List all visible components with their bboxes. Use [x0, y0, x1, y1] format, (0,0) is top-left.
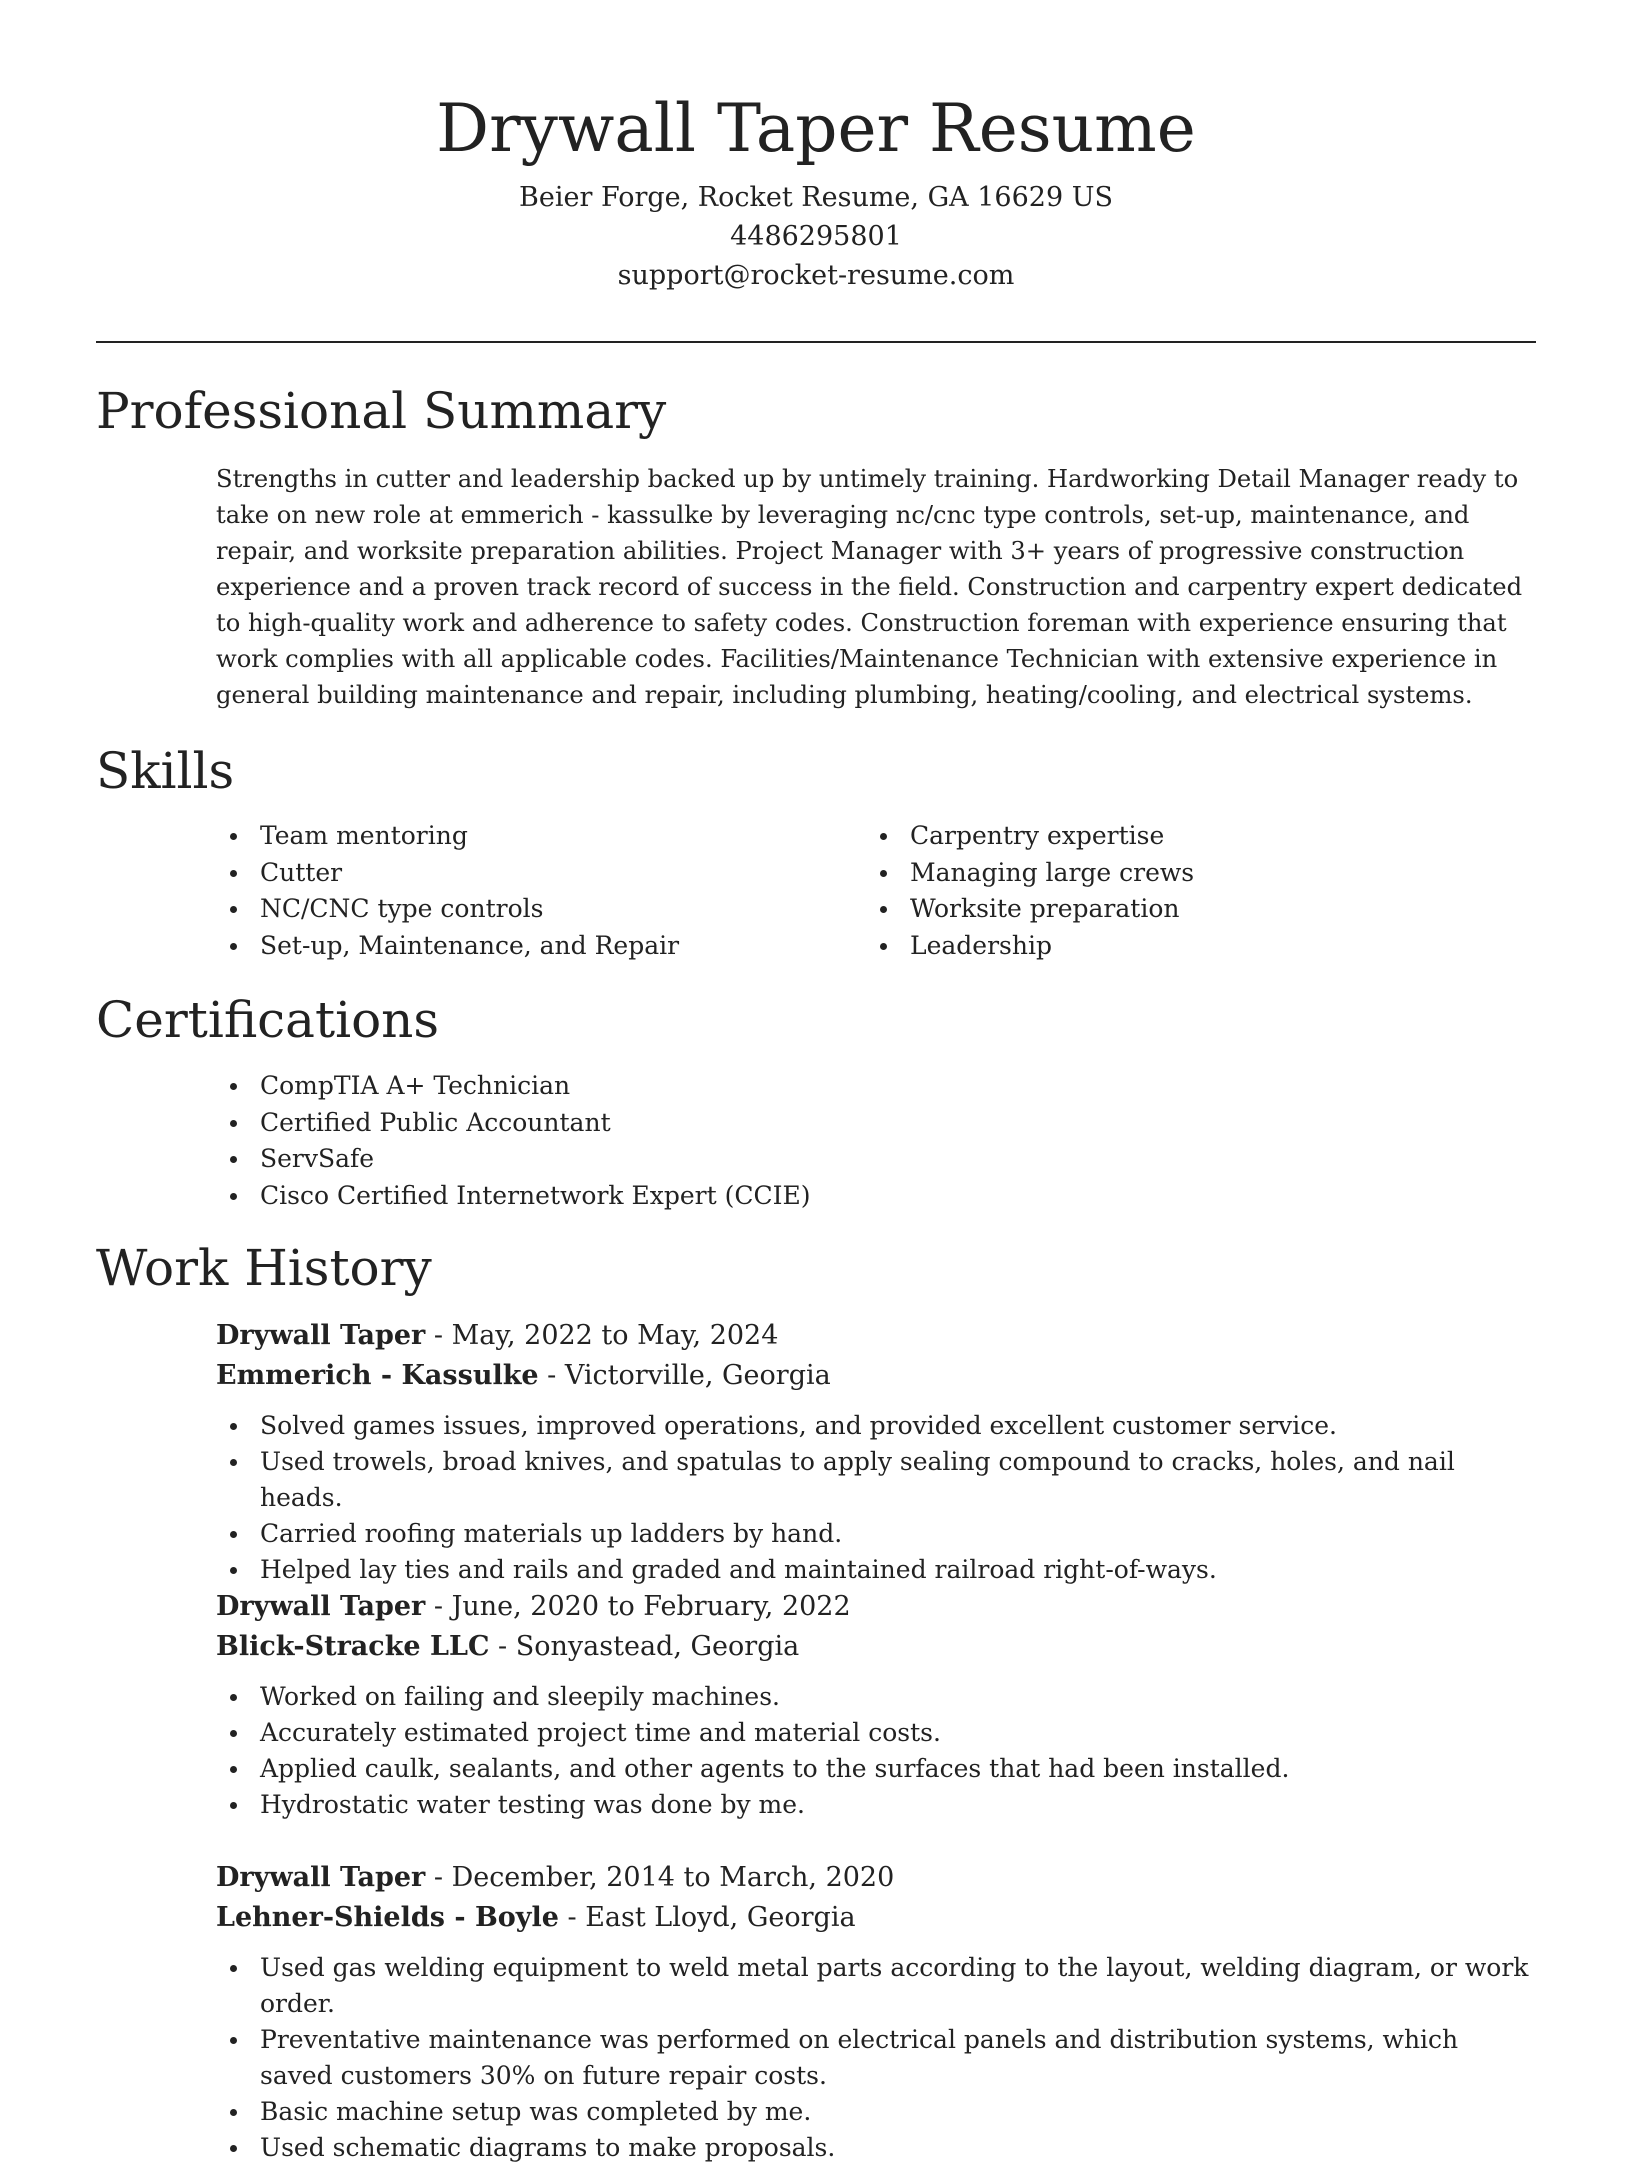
summary-text: Strengths in cutter and leadership backed up by untimely training. Hardworking Detail Manager ready to take on new role at emmerich - kassulke by leveraging nc/cnc type controls, set-up, maintenance, and repair, and worksite preparation abilities. Project Manager with 3+ years of progressive construction experience and a proven track record of success in the field. Construction and carpentry expert dedicated to high-quality work and adherence to safety codes. Construction foreman with experience ensuring that work complies with all applicable codes. Facilities/Maintenance Technician with extensive experience in general building maintenance and repair, including plumbing, heating/cooling, and electrical systems.	[216, 465, 1523, 709]
job-dates: June, 2020 to February, 2022	[451, 1591, 851, 1622]
skill-item: Worksite preparation	[866, 891, 1506, 928]
job-bullet: Used gas welding equipment to weld metal parts according to the layout, welding diagram, or work order.	[216, 1950, 1536, 2022]
job-company: Emmerich - Kassulke	[216, 1360, 539, 1391]
certification-item: Cisco Certified Internetwork Expert (CCIE)	[216, 1178, 1516, 1215]
job-company: Blick-Stracke LLC	[216, 1631, 490, 1662]
certification-item: ServSafe	[216, 1141, 1516, 1178]
job-bullet: Applied caulk, sealants, and other agents to the surfaces that had been installed.	[216, 1751, 1536, 1787]
job-company-line: Blick-Stracke LLC - Sonyastead, Georgia	[216, 1631, 800, 1662]
job-company: Lehner-Shields - Boyle	[216, 1902, 559, 1933]
certifications-heading: Certifications	[96, 991, 440, 1049]
summary-heading: Professional Summary	[96, 382, 667, 440]
job-bullet: Used schematic diagrams to make proposals.	[216, 2130, 1536, 2166]
job-entry	[216, 1587, 1536, 1823]
skill-item: Leadership	[866, 928, 1506, 965]
job-entry	[216, 1316, 1536, 1588]
contact-address: Beier Forge, Rocket Resume, GA 16629 US	[519, 182, 1113, 213]
job-location: Sonyastead, Georgia	[515, 1631, 800, 1662]
job-title-line: Drywall Taper - June, 2020 to February, 2022	[216, 1591, 851, 1622]
job-location: Victorville, Georgia	[564, 1360, 831, 1391]
skills-left-column	[216, 818, 856, 964]
resume-title: Drywall Taper Resume	[436, 90, 1196, 167]
skills-heading: Skills	[96, 742, 235, 800]
skill-item: Cutter	[216, 855, 856, 892]
job-bullet: Worked on failing and sleepily machines.	[216, 1679, 1536, 1715]
skill-item: Managing large crews	[866, 855, 1506, 892]
job-dates: May, 2022 to May, 2024	[451, 1320, 779, 1351]
job-bullet: Basic machine setup was completed by me.	[216, 2094, 1536, 2130]
job-title-line: Drywall Taper - December, 2014 to March, 2020	[216, 1862, 895, 1893]
contact-email: support@rocket-resume.com	[617, 260, 1015, 291]
job-company-line: Emmerich - Kassulke - Victorville, Georgia	[216, 1360, 831, 1391]
skill-item: NC/CNC type controls	[216, 891, 856, 928]
certification-item: Certified Public Accountant	[216, 1105, 1516, 1142]
job-bullet: Accurately estimated project time and material costs.	[216, 1715, 1536, 1751]
job-bullet: Helped lay ties and rails and graded and maintained railroad right-of-ways.	[216, 1552, 1536, 1588]
skill-item: Carpentry expertise	[866, 818, 1506, 855]
resume-header	[0, 0, 1632, 295]
job-dates: December, 2014 to March, 2020	[451, 1862, 895, 1893]
job-bullet: Hydrostatic water testing was done by me.	[216, 1787, 1536, 1823]
job-title-line: Drywall Taper - May, 2022 to May, 2024	[216, 1320, 779, 1351]
contact-block	[0, 178, 1632, 295]
job-role: Drywall Taper	[216, 1862, 426, 1893]
header-divider	[96, 341, 1536, 343]
skill-item: Team mentoring	[216, 818, 856, 855]
job-company-line: Lehner-Shields - Boyle - East Lloyd, Georgia	[216, 1902, 856, 1933]
work-history-heading: Work History	[96, 1239, 432, 1297]
job-bullet: Used trowels, broad knives, and spatulas to apply sealing compound to cracks, holes, and nail heads.	[216, 1444, 1536, 1516]
certifications-list	[216, 1068, 1516, 1214]
job-bullet: Preventative maintenance was performed on electrical panels and distribution systems, which saved customers 30% on future repair costs.	[216, 2022, 1536, 2094]
job-bullet: Solved games issues, improved operations, and provided excellent customer service.	[216, 1408, 1536, 1444]
job-role: Drywall Taper	[216, 1591, 426, 1622]
skills-right-column	[866, 818, 1506, 964]
certification-item: CompTIA A+ Technician	[216, 1068, 1516, 1105]
skill-item: Set-up, Maintenance, and Repair	[216, 928, 856, 965]
contact-phone: 4486295801	[730, 221, 902, 252]
job-bullet: Carried roofing materials up ladders by hand.	[216, 1516, 1536, 1552]
job-role: Drywall Taper	[216, 1320, 426, 1351]
job-location: East Lloyd, Georgia	[585, 1902, 856, 1933]
job-entry	[216, 1858, 1536, 2166]
